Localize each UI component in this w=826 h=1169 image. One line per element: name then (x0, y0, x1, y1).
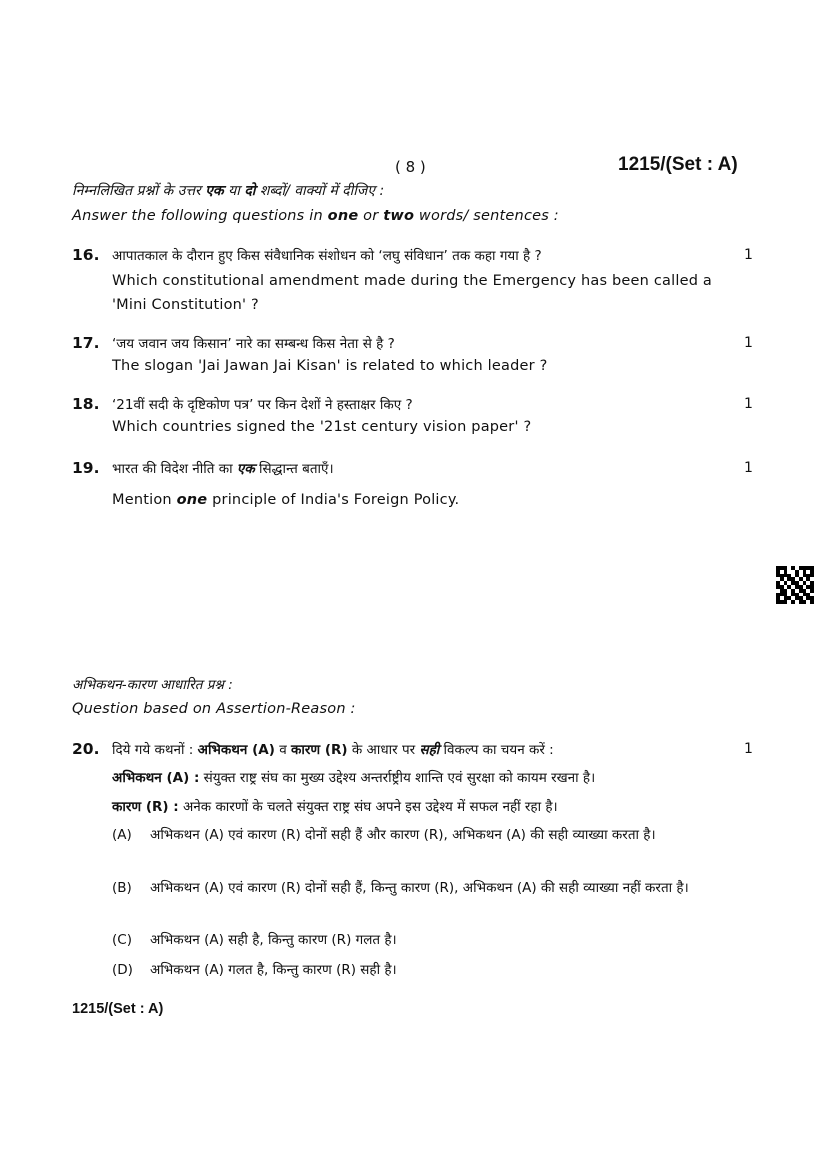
option-c-text: अभिकथन (A) सही है, किन्तु कारण (R) गलत है। (150, 932, 397, 948)
question-17-english: The slogan 'Jai Jawan Jai Kisan' is related to which leader ? (112, 358, 548, 374)
question-17-mark: 1 (744, 335, 753, 351)
question-16-english-line1: Which constitutional amendment made during the Emergency has been called a (112, 273, 713, 289)
question-17-hindi: ‘जय जवान जय किसान’ नारे का सम्बन्ध किस नेता से है ? (112, 336, 395, 352)
option-b-text: अभिकथन (A) एवं कारण (R) दोनों सही हैं, किन्तु कारण (R), अभिकथन (A) की सही व्याख्या नहीं करता है। (150, 880, 689, 896)
instruction-hindi: निम्नलिखित प्रश्नों के उत्तर एक या दो शब्दों/ वाक्यों में दीजिए : (72, 183, 385, 199)
question-number: 16. (72, 246, 100, 264)
question-19-mark: 1 (744, 460, 753, 476)
section-heading-hindi: अभिकथन-कारण आधारित प्रश्न : (72, 677, 233, 693)
paper-code-header: 1215/(Set : A) (618, 154, 738, 175)
instruction-english: Answer the following questions in one or two words/ sentences : (72, 208, 559, 224)
qr-code-icon (776, 566, 814, 604)
reason-statement: कारण (R) : अनेक कारणों के चलते संयुक्त राष्ट्र संघ अपने इस उद्देश्य में सफल नहीं रहा है। (112, 799, 558, 815)
option-a-label: (A) (112, 827, 132, 843)
question-18-hindi: ‘21वीं सदी के दृष्टिकोण पत्र’ पर किन देशों ने हस्ताक्षर किए ? (112, 397, 413, 413)
option-a-text: अभिकथन (A) एवं कारण (R) दोनों सही हैं और कारण (R), अभिकथन (A) की सही व्याख्या करता है। (150, 827, 656, 843)
question-19-english: Mention one principle of India's Foreign Policy. (112, 492, 460, 508)
question-19-hindi: भारत की विदेश नीति का एक सिद्धान्त बताएँ। (112, 461, 334, 477)
question-number: 19. (72, 459, 100, 477)
option-d-label: (D) (112, 962, 133, 978)
question-18-english: Which countries signed the '21st century vision paper' ? (112, 419, 532, 435)
question-20-intro: दिये गये कथनों : अभिकथन (A) व कारण (R) के आधार पर सही विकल्प का चयन करें : (112, 742, 554, 758)
question-number: 17. (72, 334, 100, 352)
question-16-hindi: आपातकाल के दौरान हुए किस संवैधानिक संशोधन को ‘लघु संविधान’ तक कहा गया है ? (112, 248, 542, 264)
option-c-label: (C) (112, 932, 132, 948)
question-number: 18. (72, 395, 100, 413)
question-20-mark: 1 (744, 741, 753, 757)
section-heading-english: Question based on Assertion-Reason : (72, 701, 356, 717)
paper-code-footer: 1215/(Set : A) (72, 1001, 164, 1017)
option-d-text: अभिकथन (A) गलत है, किन्तु कारण (R) सही है। (150, 962, 397, 978)
option-b-label: (B) (112, 880, 132, 896)
page-number: ( 8 ) (395, 158, 426, 176)
question-number: 20. (72, 740, 100, 758)
question-16-mark: 1 (744, 247, 753, 263)
question-18-mark: 1 (744, 396, 753, 412)
question-16-english-line2: 'Mini Constitution' ? (112, 297, 259, 313)
assertion-statement: अभिकथन (A) : संयुक्त राष्ट्र संघ का मुख्य उद्देश्य अन्तर्राष्ट्रीय शान्ति एवं सुरक्षा को कायम रखना है। (112, 770, 596, 786)
